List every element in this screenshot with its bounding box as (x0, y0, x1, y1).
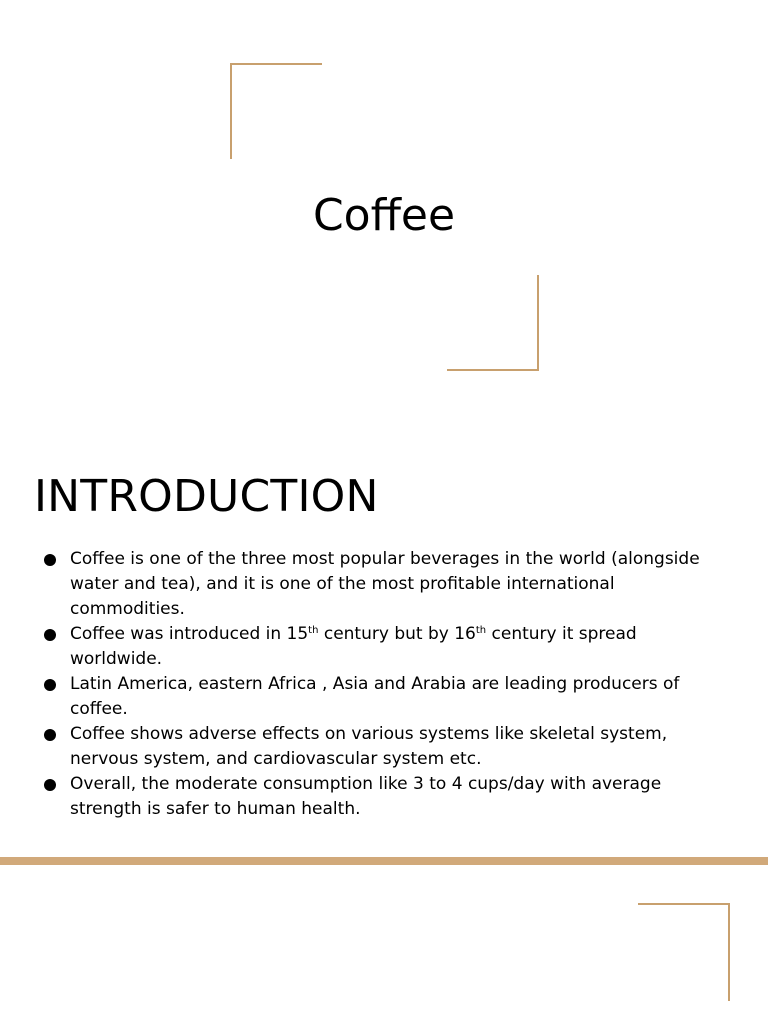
decorative-corner-top-right (638, 903, 730, 1001)
bullet-text-part: Coffee was introduced in 15 (70, 624, 309, 644)
bullet-text: Coffee is one of the three most popular beverages in the world (alongside water and tea), and it is one of the most profitable international commodities. (70, 549, 700, 619)
list-item (44, 622, 734, 672)
bullet-icon (44, 679, 56, 691)
list-item (44, 672, 734, 722)
slide-title: Coffee (312, 190, 456, 241)
bullet-icon (44, 779, 56, 791)
bullet-text-part: century but by 16 (318, 624, 476, 644)
superscript-ordinal: th (308, 625, 319, 636)
bullet-list (44, 547, 734, 822)
bullet-icon (44, 629, 56, 641)
bullet-text: Coffee shows adverse effects on various systems like skeletal system, nervous system, and cardiovascular system etc. (70, 724, 668, 769)
bullet-text: Latin America, eastern Africa , Asia and Arabia are leading producers of coffee. (70, 674, 680, 719)
decorative-corner-bottom-right (447, 275, 539, 371)
bullet-icon (44, 729, 56, 741)
bullet-icon (44, 554, 56, 566)
superscript-ordinal: th (475, 625, 487, 636)
bullet-text-part: century it spread worldwide. (70, 624, 637, 669)
slide-divider (0, 857, 768, 865)
list-item (44, 547, 734, 622)
decorative-corner-top-left (230, 63, 322, 159)
bullet-text: Overall, the moderate consumption like 3 to 4 cups/day with average strength is safer to human health. (70, 774, 662, 819)
list-item (44, 722, 734, 772)
list-item (44, 772, 734, 822)
section-heading: INTRODUCTION (34, 471, 379, 522)
